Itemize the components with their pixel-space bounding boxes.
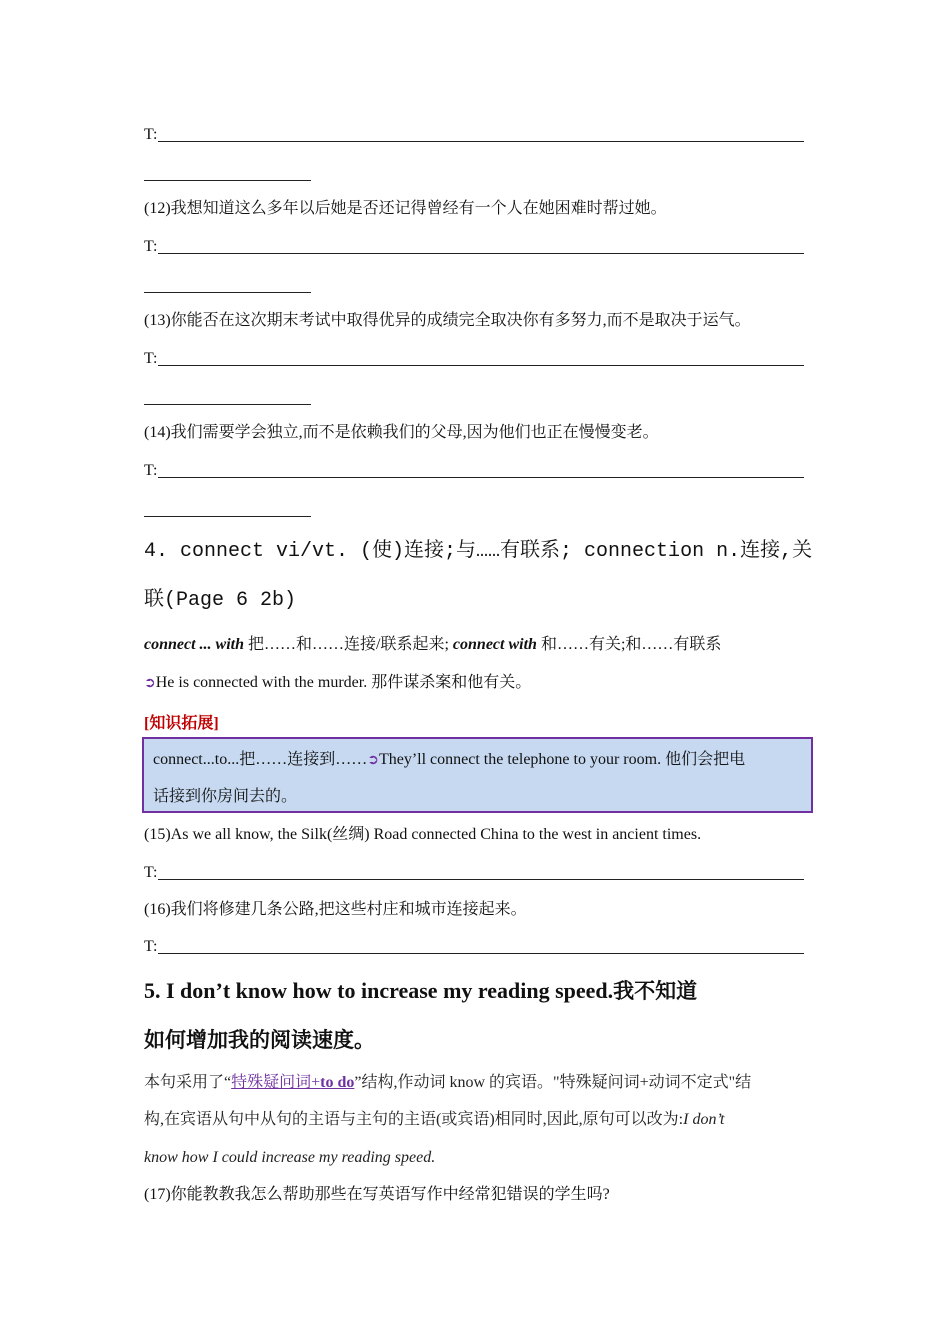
usage-line [144,635,721,655]
answer-rule [158,879,804,880]
extension-example: They’ll connect the telephone to your room. 他们会把电 [378,751,746,768]
grammar-note-line1 [144,1073,751,1093]
note-text: 构,在宾语从句中从句的主语与主句的主语(或宾语)相同时,因此,原句可以改为: [144,1111,684,1128]
answer-rule-short [144,292,311,293]
extension-box-line1 [153,750,745,770]
question-16: (16)我们将修建几条公路,把这些村庄和城市连接起来。 [144,901,527,918]
translation-line[interactable] [144,349,804,369]
extension-phrase: connect...to...把……连接到…… [153,751,368,768]
answer-rule-short [144,516,311,517]
answer-rule [158,477,804,478]
question-17: (17)你能教教我怎么帮助那些在写英语写作中经常犯错误的学生吗? [144,1186,610,1203]
usage-phrase-a: connect ... with [144,636,245,653]
section-4-heading-line1: 4. connect vi/vt. (使)连接;与……有联系; connection n.连接,关 [144,540,813,563]
note-rewrite-start: I don’t [683,1111,725,1128]
section-4-heading-line2: 联(Page 6 2b) [144,589,297,612]
grammar-note-line3: know how I could increase my reading speed. [144,1149,436,1166]
translation-line[interactable] [144,937,804,957]
translation-line[interactable] [144,125,804,145]
link-text-b: to do [320,1074,355,1091]
extension-box-line2: 话接到你房间去的。 [153,788,298,805]
note-text: 本句采用了“ [144,1074,232,1091]
translation-label: T: [144,238,158,255]
example-sentence [144,673,531,693]
answer-rule [158,253,804,254]
answer-rule [158,953,804,954]
section-5-heading-chinese: 我不知道 [613,979,698,1003]
translation-line[interactable] [144,863,804,883]
translation-label: T: [144,350,158,367]
translation-line[interactable] [144,461,804,481]
question-15: (15)As we all know, the Silk(丝绸) Road connected China to the west in ancient times. [144,826,702,843]
structure-link[interactable] [231,1074,354,1091]
knowledge-extension-label: [知识拓展] [144,715,219,732]
answer-rule [158,141,804,142]
usage-meaning-b: 和……有关;和……有联系 [536,636,722,653]
translation-label: T: [144,462,158,479]
translation-label: T: [144,864,158,881]
usage-meaning-a: 把……和……连接/联系起来; [244,636,453,653]
usage-phrase-b: connect with [452,636,537,653]
section-5-heading-line2 [144,1026,375,1054]
question-12: (12)我想知道这么多年以后她是否还记得曾经有一个人在她困难时帮过她。 [144,200,667,217]
question-13: (13)你能否在这次期末考试中取得优异的成绩完全取决你有多努力,而不是取决于运气。 [144,312,751,329]
translation-label: T: [144,938,158,955]
section-5-heading-chinese-2: 如何增加我的阅读速度。 [144,1028,375,1052]
link-text-a: 特殊疑问词+ [231,1074,321,1091]
section-5-heading-line1 [144,977,697,1005]
translation-line[interactable] [144,237,804,257]
answer-rule [158,365,804,366]
answer-rule-short [144,404,311,405]
grammar-note-line2 [144,1110,724,1130]
section-5-heading-english: 5. I don’t know how to increase my reading speed. [144,978,614,1003]
arrow-icon: ➲ [367,752,379,768]
arrow-icon: ➲ [144,675,156,691]
answer-rule-short [144,180,311,181]
note-text: ”结构,作动词 know 的宾语。"特殊疑问词+动词不定式"结 [354,1074,752,1091]
extension-box [142,737,813,813]
question-14: (14)我们需要学会独立,而不是依赖我们的父母,因为他们也正在慢慢变老。 [144,424,659,441]
translation-label: T: [144,126,158,143]
example-text: He is connected with the murder. 那件谋杀案和他有关。 [155,674,532,691]
